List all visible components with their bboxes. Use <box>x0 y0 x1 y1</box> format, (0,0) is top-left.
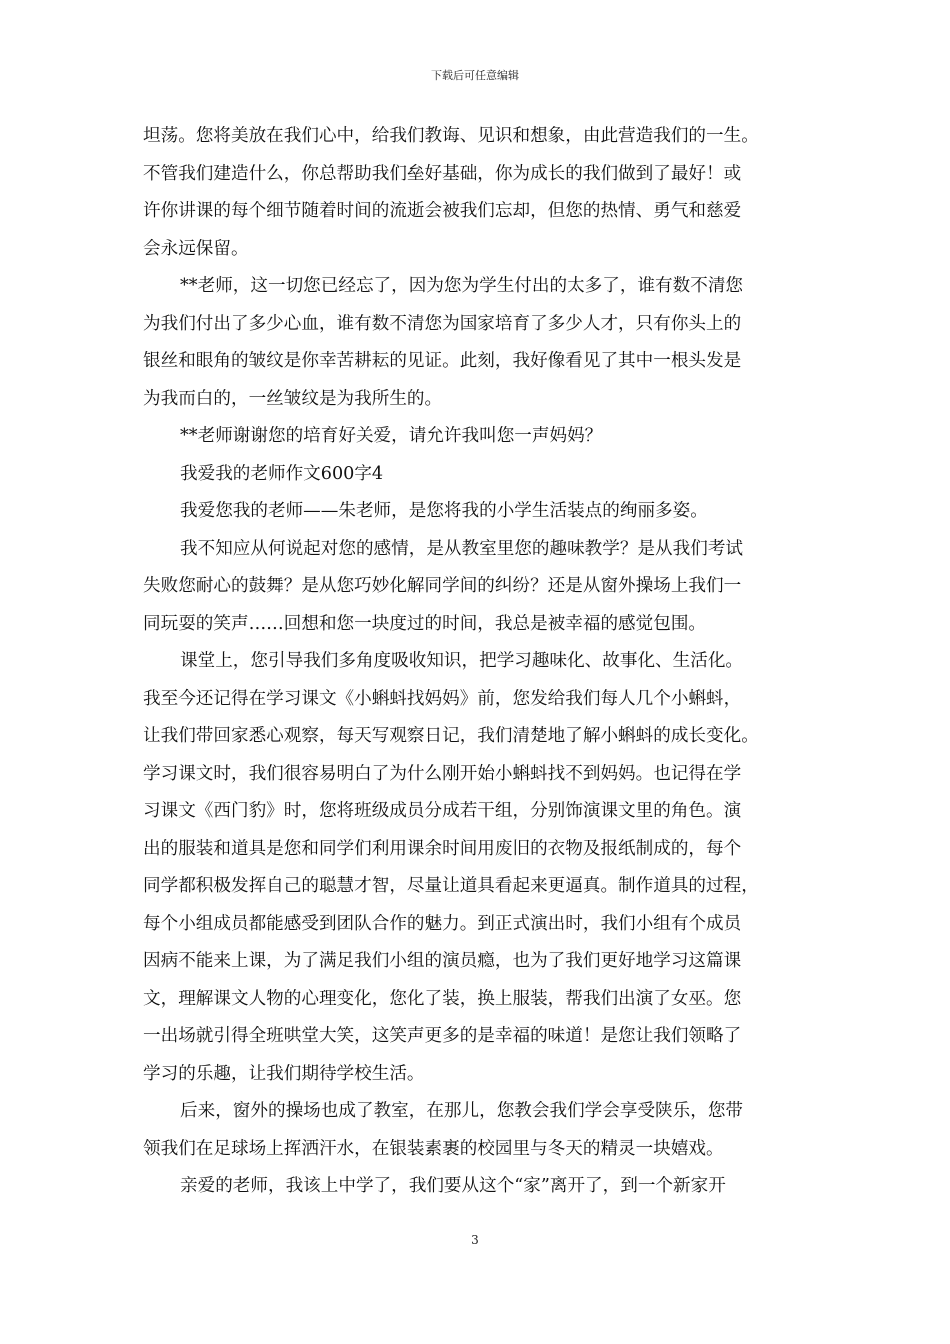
text-line: 许你讲课的每个细节随着时间的流逝会被我们忘却，但您的热情、勇气和慈爱 <box>143 201 742 221</box>
text-line: 课堂上，您引导我们多角度吸收知识，把学习趣味化、故事化、生活化。 <box>180 651 744 671</box>
text-line: 我不知应从何说起对您的感情，是从教室里您的趣味教学？是从我们考试 <box>180 538 744 559</box>
text-line: 出的服装和道具是您和同学们利用课余时间用废旧的衣物及报纸制成的，每个 <box>143 838 742 859</box>
text-line: 我爱您我的老师——朱老师，是您将我的小学生活装点的绚丽多姿。 <box>180 501 708 521</box>
text-line: 领我们在足球场上挥洒汗水，在银装素裹的校园里与冬天的精灵一块嬉戏。 <box>143 1138 724 1159</box>
text-line: 银丝和眼角的皱纹是你幸苦耕耘的见证。此刻，我好像看见了其中一根头发是 <box>143 351 742 371</box>
text-line: **老师谢谢您的培育好关爱，请允许我叫您一声妈妈？ <box>180 426 603 446</box>
text-line: 学习的乐趣，让我们期待学校生活。 <box>143 1063 425 1084</box>
page-header: 下载后可任意编辑 <box>431 69 519 82</box>
text-line: 为我们付出了多少心血，谁有数不清您为国家培育了多少人才，只有你头上的 <box>143 313 742 334</box>
text-line: 同玩耍的笑声……回想和您一块度过的时间，我总是被幸福的感觉包围。 <box>143 613 707 634</box>
text-line: 同学都积极发挥自己的聪慧才智，尽量让道具看起来更逼真。制作道具的过程， <box>143 876 759 896</box>
text-line: 坦荡。您将美放在我们心中，给我们教诲、见识和想象，由此营造我们的一生。 <box>143 126 759 146</box>
text-line: 习课文《西门豹》时，您将班级成员分成若干组，分别饰演课文里的角色。演 <box>143 801 742 821</box>
text-line: 亲爱的老师，我该上中学了，我们要从这个“家”离开了，到一个新家开 <box>180 1176 726 1196</box>
text-line: 我爱我的老师作文600字4 <box>180 463 384 484</box>
text-line: 会永远保留。 <box>143 238 249 259</box>
text-line: 文，理解课文人物的心理变化，您化了装，换上服装，帮我们出演了女巫。您 <box>143 988 742 1009</box>
text-line: 每个小组成员都能感受到团队合作的魅力。到正式演出时，我们小组有个成员 <box>143 913 742 934</box>
text-line: 学习课文时，我们很容易明白了为什么刚开始小蝌蚪找不到妈妈。也记得在学 <box>143 763 742 784</box>
text-line: 为我而白的，一丝皱纹是为我所生的。 <box>143 388 443 409</box>
text-line: 我至今还记得在学习课文《小蝌蚪找妈妈》前，您发给我们每人几个小蝌蚪， <box>143 688 742 709</box>
text-line: 失败您耐心的鼓舞？是从您巧妙化解同学间的纠纷？还是从窗外操场上我们一 <box>143 576 742 596</box>
text-line: 因病不能来上课，为了满足我们小组的演员瘾，也为了我们更好地学习这篇课 <box>143 951 742 971</box>
text-line: 一出场就引得全班哄堂大笑，这笑声更多的是幸福的味道！是您让我们领略了 <box>143 1026 742 1046</box>
page-number: 3 <box>471 1233 479 1247</box>
text-line: **老师，这一切您已经忘了，因为您为学生付出的太多了，谁有数不清您 <box>180 276 744 296</box>
text-line: 不管我们建造什么，你总帮助我们垒好基础，你为成长的我们做到了最好！或 <box>143 163 742 184</box>
text-line: 让我们带回家悉心观察，每天写观察日记，我们清楚地了解小蝌蚪的成长变化。 <box>143 726 759 746</box>
document-body <box>143 118 811 1206</box>
text-line: 后来，窗外的操场也成了教室，在那儿，您教会我们学会享受陕乐，您带 <box>180 1101 744 1121</box>
